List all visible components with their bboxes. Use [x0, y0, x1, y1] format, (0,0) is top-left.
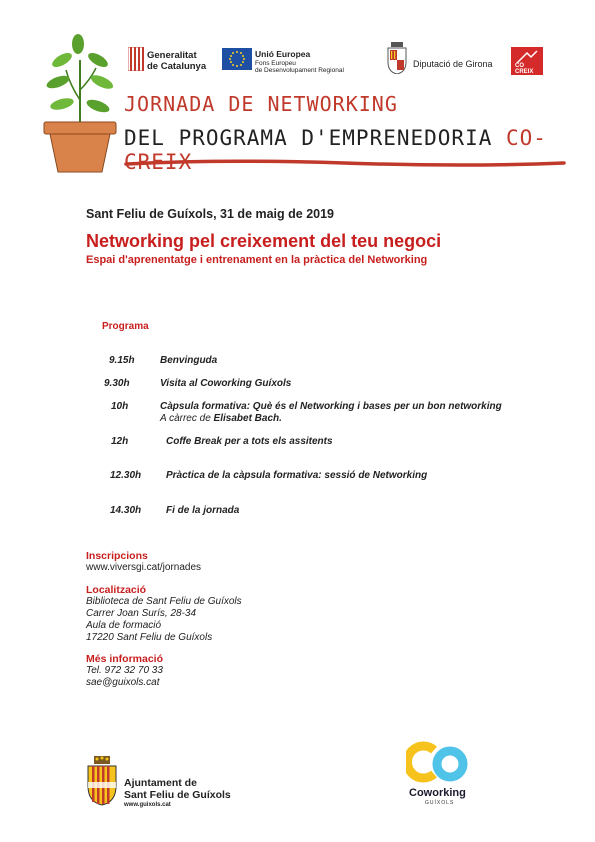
- program-time: 12h: [111, 436, 129, 447]
- eu-logo-subtitle: Fons Europeu de Desenvolupament Regional: [255, 60, 344, 74]
- inscripcions-heading: Inscripcions: [86, 550, 148, 562]
- inscripcions-link[interactable]: www.viversgi.cat/jornades: [86, 562, 202, 573]
- program-time: 10h: [111, 401, 129, 412]
- ajuntament-shield-icon: [85, 756, 119, 806]
- program-activity: Visita al Coworking Guíxols: [160, 378, 292, 389]
- mes-informacio-heading: Més informació: [86, 653, 164, 665]
- cocreix-logo-text: CO CREIX: [515, 63, 534, 75]
- program-activity: Coffe Break per a tots els assitents: [166, 436, 333, 447]
- contact-email[interactable]: sae@guixols.cat: [86, 677, 160, 688]
- localitzacio-address: Biblioteca de Sant Feliu de Guíxols Carrer Joan Surís, 28-34 Aula de formació 17220 Sant Feliu de Guíxols: [86, 596, 242, 643]
- diputacio-shield-icon: [386, 42, 408, 74]
- program-time: 14.30h: [110, 505, 142, 516]
- program-time: 12.30h: [110, 470, 142, 481]
- brush-underline: [124, 158, 569, 170]
- program-activity: Benvinguda: [160, 355, 218, 366]
- program-activity: Càpsula formativa: Què és el Networking i bases per un bon networking: [160, 401, 502, 412]
- plant-pot-illustration: [40, 30, 120, 175]
- generalitat-emblem: [128, 47, 144, 71]
- event-title-line2: DEL PROGRAMA D'EMPRENEDORIA CO-CREIX: [124, 126, 547, 174]
- coworking-name: Coworking: [409, 787, 466, 799]
- cocreix-logo: [511, 47, 543, 75]
- localitzacio-heading: Localització: [86, 584, 147, 596]
- generalitat-logo-text: Generalitat de Catalunya: [147, 50, 207, 72]
- event-title-line1: JORNADA DE NETWORKING: [124, 92, 398, 116]
- coworking-subtitle: GUÍXOLS: [425, 800, 455, 806]
- coworking-logo-icon: [406, 740, 470, 786]
- event-date: Sant Feliu de Guíxols, 31 de maig de 2019: [86, 207, 335, 221]
- ajuntament-web: www.guixols.cat: [124, 802, 171, 808]
- eu-logo-title: Unió Europea: [255, 49, 311, 59]
- program-speaker-note: A càrrec de Elisabet Bach.: [160, 413, 282, 424]
- contact-phone: Tel. 972 32 70 33: [86, 665, 163, 676]
- program-activity: Fi de la jornada: [166, 505, 240, 516]
- eu-flag-icon: [222, 48, 252, 70]
- program-activity: Pràctica de la càpsula formativa: sessió de Networking: [166, 470, 428, 481]
- main-title: Networking pel creixement del teu negoci: [86, 231, 442, 251]
- program-heading: Programa: [102, 321, 149, 332]
- ajuntament-name: Ajuntament de Sant Feliu de Guíxols: [124, 777, 231, 801]
- subtitle: Espai d'aprenentatge i entrenament en la pràctica del Networking: [86, 254, 428, 266]
- program-time: 9.15h: [109, 355, 135, 366]
- diputacio-logo-text: Diputació de Girona: [413, 59, 493, 69]
- program-time: 9.30h: [104, 378, 130, 389]
